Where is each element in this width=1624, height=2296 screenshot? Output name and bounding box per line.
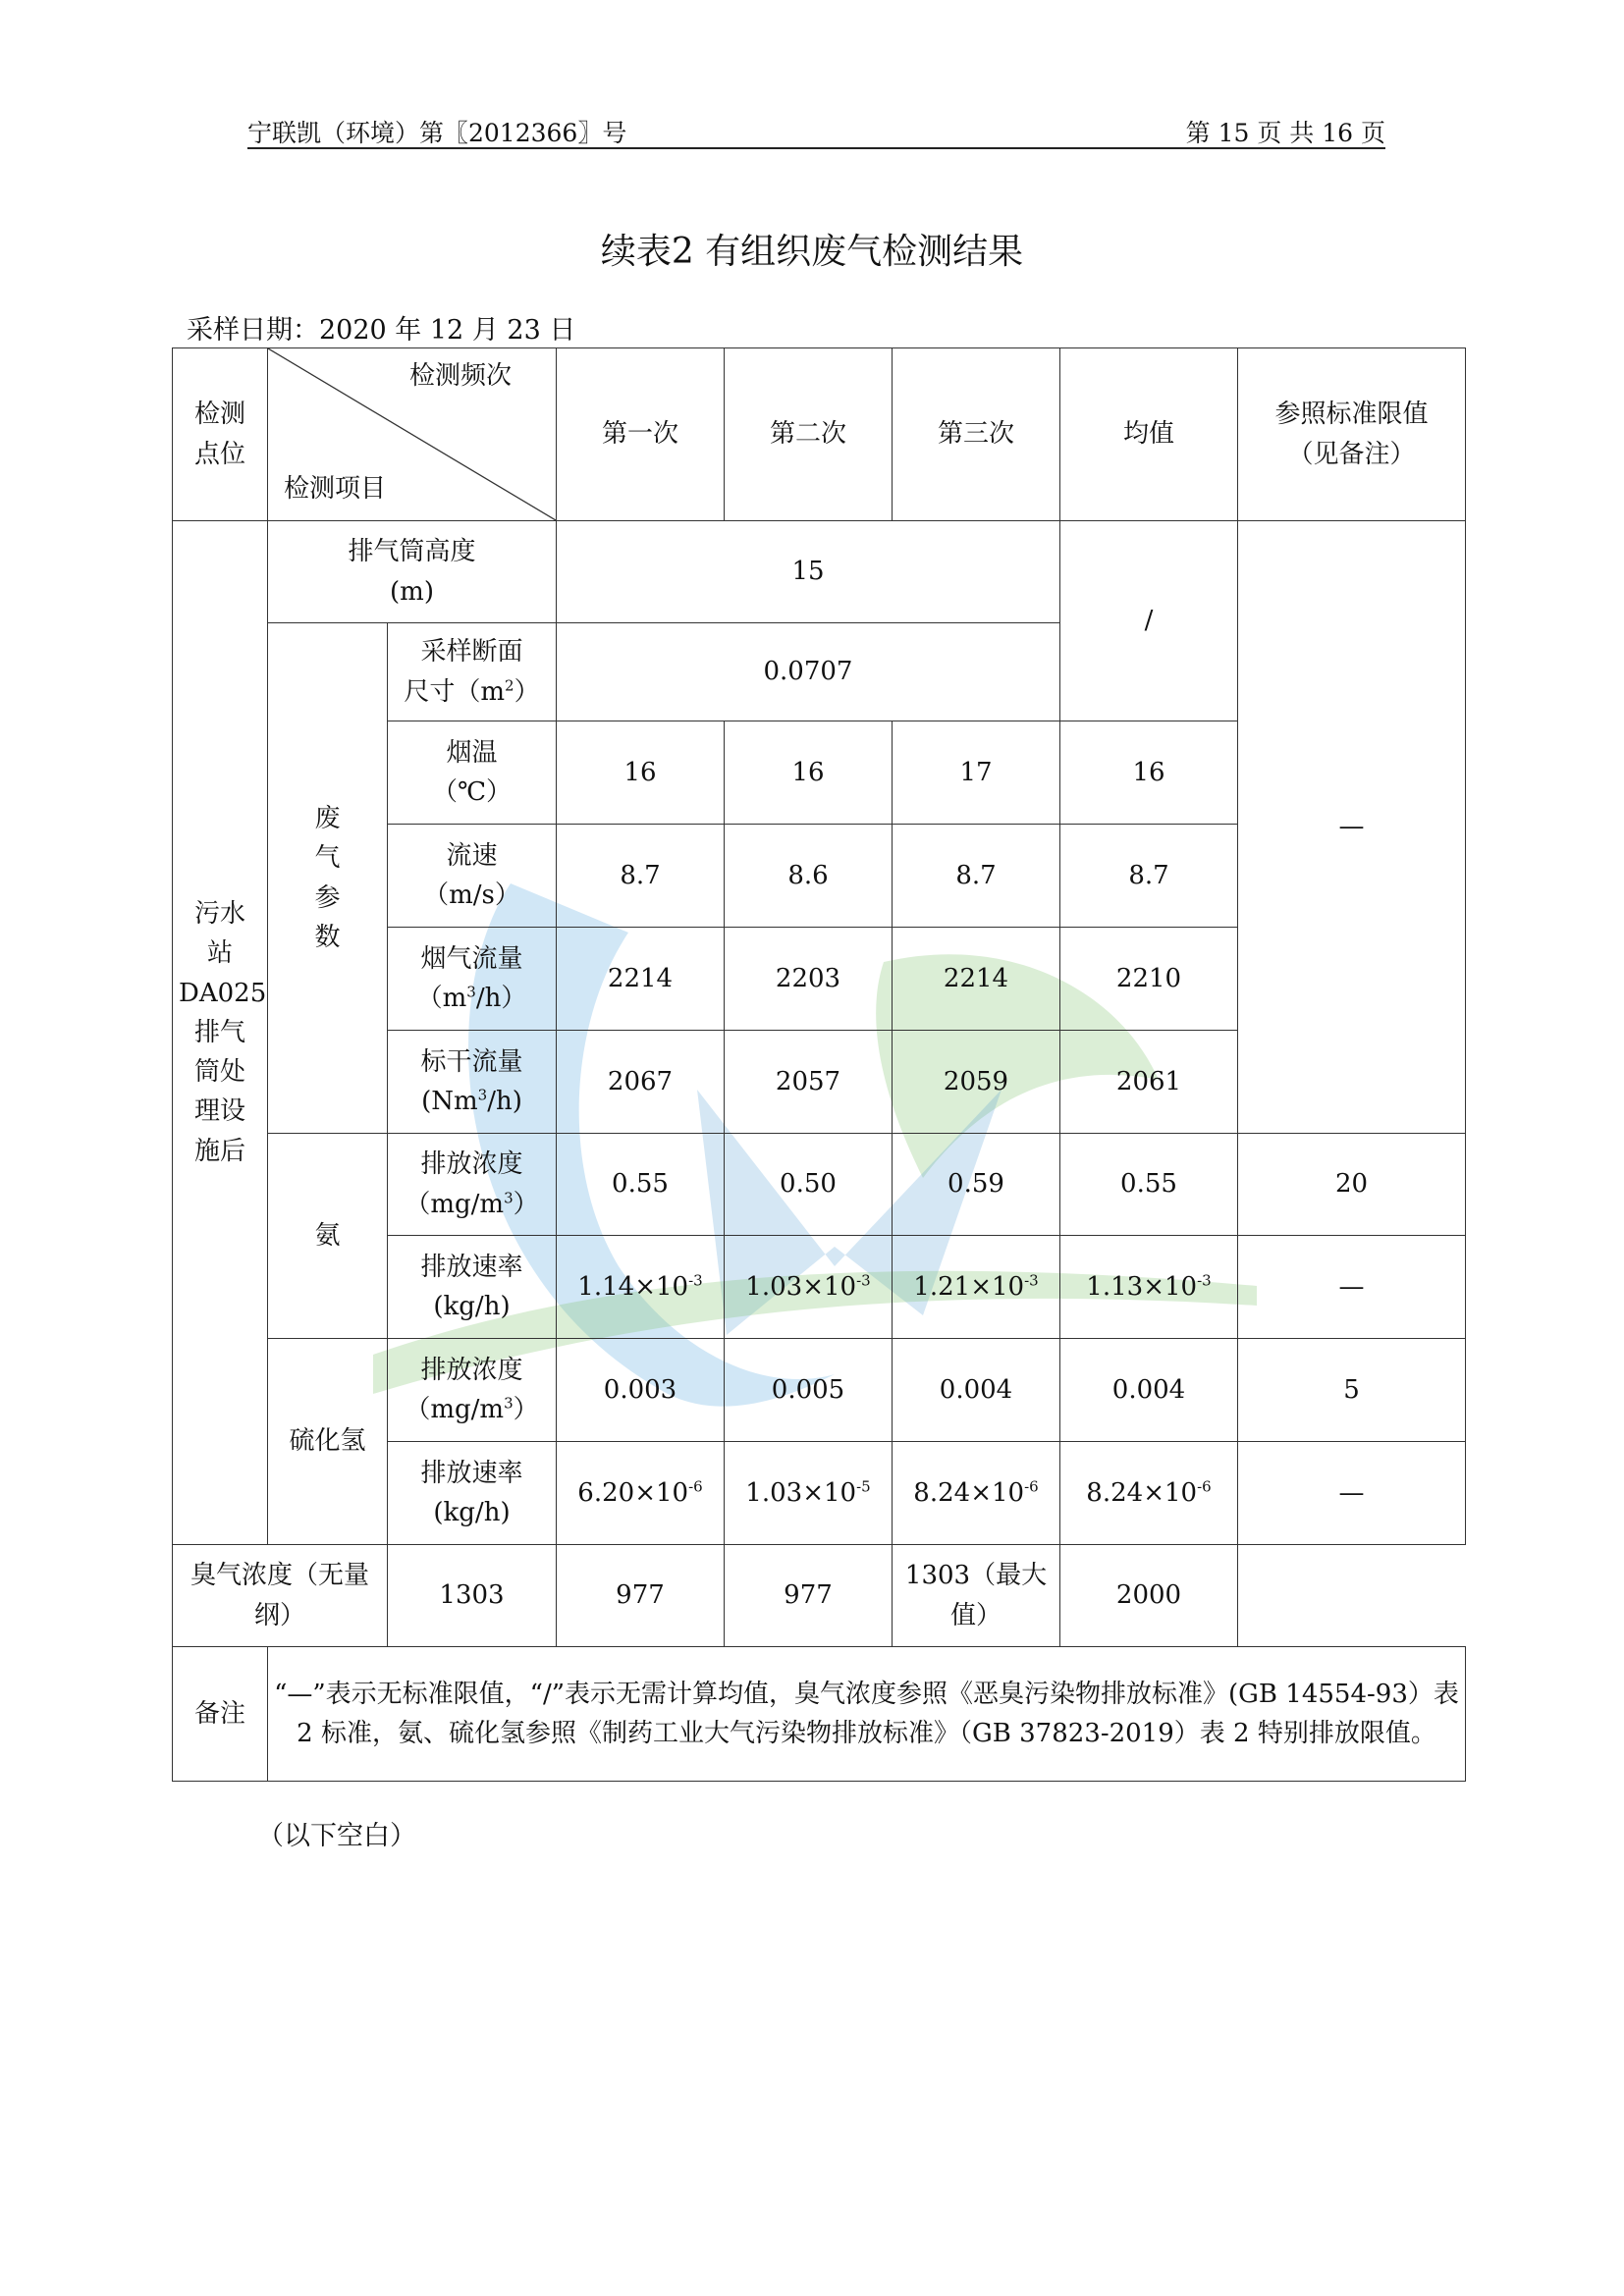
h2s-conc-2: 0.005	[725, 1339, 893, 1442]
ammonia-conc-3: 0.59	[893, 1134, 1060, 1236]
temp-label: 烟温 （℃）	[388, 721, 557, 825]
table-title: 续表2 有组织废气检测结果	[600, 232, 1024, 272]
ammonia-rate-avg: $1.13\times 10^{-3}$	[1060, 1236, 1238, 1339]
ammonia-conc-label: 排放浓度 $(mg/m^3)$	[388, 1134, 557, 1236]
flow-1: 2214	[557, 928, 725, 1031]
average-slash: /	[1060, 521, 1238, 721]
stack-height-value: 15	[557, 521, 1060, 623]
velocity-3: 8.7	[893, 825, 1060, 928]
h2s-conc-3: 0.004	[893, 1339, 1060, 1442]
ammonia-group: 氨	[268, 1134, 388, 1339]
h2s-conc-avg: 0.004	[1060, 1339, 1238, 1442]
temp-1: 16	[557, 721, 725, 825]
ammonia-rate-ref: —	[1238, 1236, 1466, 1339]
header-first: 第一次	[557, 348, 725, 521]
emission-results-table	[172, 347, 1466, 1782]
gas-params-ref: —	[1238, 521, 1466, 1134]
flow-avg: 2210	[1060, 928, 1238, 1031]
header-rule	[247, 147, 1385, 149]
header-average: 均值	[1060, 348, 1238, 521]
header-diagonal	[268, 348, 557, 521]
sampling-point: 污水 站 DA025 排气 筒处 理设 施后	[173, 521, 268, 1545]
h2s-conc-1: 0.003	[557, 1339, 725, 1442]
h2s-group: 硫化氢	[268, 1339, 388, 1545]
odor-ref: 2000	[1060, 1545, 1238, 1647]
temp-2: 16	[725, 721, 893, 825]
odor-3: 977	[725, 1545, 893, 1647]
ammonia-conc-ref: 20	[1238, 1134, 1466, 1236]
header-reference: 参照标准限值 （见备注）	[1238, 348, 1466, 521]
blank-below-note: （以下空白）	[257, 1821, 416, 1851]
velocity-1: 8.7	[557, 825, 725, 928]
section-size-label: 采样断面 尺寸$(m^2)$	[388, 623, 557, 721]
ammonia-conc-1: 0.55	[557, 1134, 725, 1236]
flow-label: 烟气流量 $(m^3/h)$	[388, 928, 557, 1031]
h2s-rate-2: $1.03\times 10^{-5}$	[725, 1442, 893, 1545]
odor-label: 臭气浓度（无量纲）	[173, 1545, 388, 1647]
temp-3: 17	[893, 721, 1060, 825]
h2s-rate-1: $6.20\times 10^{-6}$	[557, 1442, 725, 1545]
flow-3: 2214	[893, 928, 1060, 1031]
header-frequency: 检测频次	[408, 361, 512, 391]
temp-avg: 16	[1060, 721, 1238, 825]
ammonia-rate-1: $1.14\times 10^{-3}$	[557, 1236, 725, 1339]
h2s-conc-label: 排放浓度 $(mg/m^3)$	[388, 1339, 557, 1442]
ammonia-rate-3: $1.21\times 10^{-3}$	[893, 1236, 1060, 1339]
report-number: 宁联凯（环境）第〖2012366〗号	[247, 119, 627, 147]
std-flow-label: 标干流量 (Nm$^3$/h)	[388, 1031, 557, 1134]
section-size-value: 0.0707	[557, 623, 1060, 721]
stack-height-label: 排气筒高度 (m)	[268, 521, 557, 623]
ammonia-conc-2: 0.50	[725, 1134, 893, 1236]
std-flow-avg: 2061	[1060, 1031, 1238, 1134]
odor-1: 1303	[388, 1545, 557, 1647]
odor-max: 1303（最大值）	[893, 1545, 1060, 1647]
remark-label: 备注	[173, 1647, 268, 1782]
h2s-rate-3: $8.24\times 10^{-6}$	[893, 1442, 1060, 1545]
header-point: 检测 点位	[173, 348, 268, 521]
std-flow-3: 2059	[893, 1031, 1060, 1134]
h2s-rate-label: 排放速率 (kg/h)	[388, 1442, 557, 1545]
velocity-2: 8.6	[725, 825, 893, 928]
velocity-avg: 8.7	[1060, 825, 1238, 928]
odor-2: 977	[557, 1545, 725, 1647]
h2s-conc-ref: 5	[1238, 1339, 1466, 1442]
header-third: 第三次	[893, 348, 1060, 521]
flow-2: 2203	[725, 928, 893, 1031]
std-flow-2: 2057	[725, 1031, 893, 1134]
h2s-rate-avg: $8.24\times 10^{-6}$	[1060, 1442, 1238, 1545]
remark-text: “—”表示无标准限值，“/”表示无需计算均值，臭气浓度参照《恶臭污染物排放标准》(GB 14554-93）表 2 标准，氨、硫化氢参照《制药工业大气污染物排放标准》（GB 37823-2019）表 2 特别排放限值。	[268, 1647, 1466, 1782]
velocity-label: 流速 （m/s）	[388, 825, 557, 928]
std-flow-1: 2067	[557, 1031, 725, 1134]
gas-params-group: 废 气 参 数	[268, 623, 388, 1134]
header-item: 检测项目	[284, 473, 387, 504]
page-number: 第 15 页 共 16 页	[1185, 119, 1385, 147]
h2s-rate-ref: —	[1238, 1442, 1466, 1545]
ammonia-rate-2: $1.03\times 10^{-3}$	[725, 1236, 893, 1339]
ammonia-conc-avg: 0.55	[1060, 1134, 1238, 1236]
header-second: 第二次	[725, 348, 893, 521]
sampling-date: 采样日期：2020 年 12 月 23 日	[187, 315, 576, 346]
ammonia-rate-label: 排放速率 (kg/h)	[388, 1236, 557, 1339]
